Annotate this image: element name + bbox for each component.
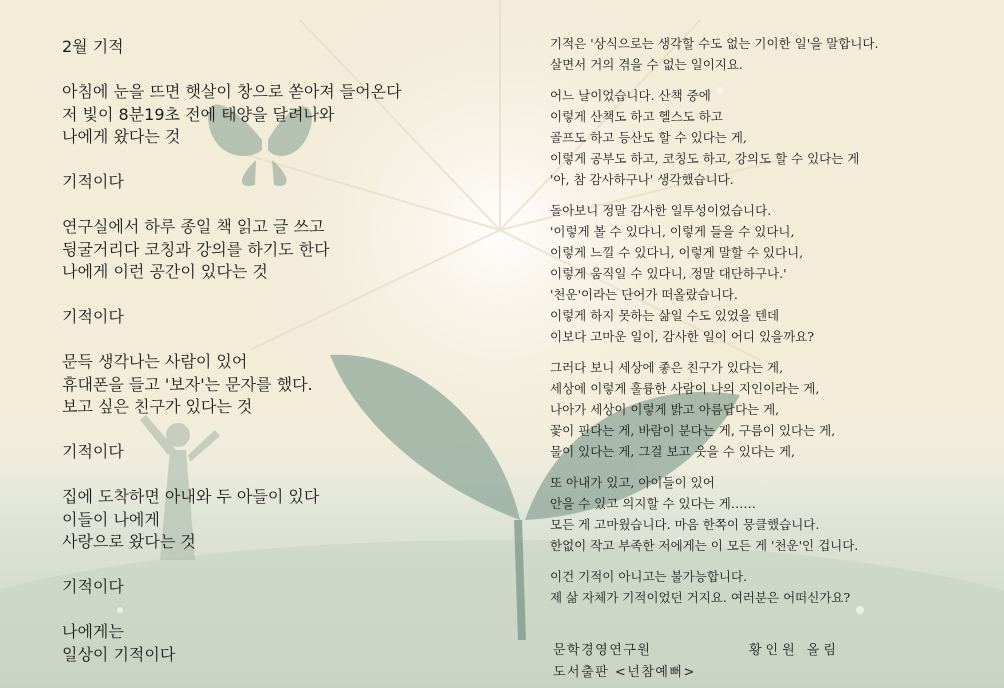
poem-stanza [62, 576, 482, 599]
prose-paragraph-line: '이렇게 볼 수 있다니, 이렇게 들을 수 있다니, [550, 223, 795, 239]
poem-stanza [62, 306, 482, 329]
prose-paragraph-line: 또 아내가 있고, 아이들이 있어 [550, 474, 715, 490]
prose-paragraph-line: 어느 날이었습니다. 산책 중에 [550, 87, 711, 103]
poem-stanza-line: 나에게 이런 공간이 있다는 것 [62, 262, 268, 281]
poem-stanza-line: 문득 생각나는 사람이 있어 [62, 352, 248, 371]
poem-stanza-line: 보고 싶은 친구가 있다는 것 [62, 397, 253, 416]
poem-stanza [62, 171, 482, 194]
prose-paragraph-line: 그러다 보니 세상에 좋은 친구가 있다는 게, [550, 359, 784, 375]
prose-paragraph [550, 566, 990, 608]
prose-paragraph-line: 제 삶 자체가 기적이었던 거지요. 여러분은 어떠신가요? [550, 589, 851, 605]
prose-paragraph-line: 살면서 거의 겪을 수 없는 일이지요. [550, 57, 743, 73]
prose-paragraph-line: 꽃이 핀다는 게, 바람이 분다는 게, 구름이 있다는 게, [550, 423, 836, 439]
poem-stanza-line: 아침에 눈을 뜨면 햇살이 창으로 쏟아져 들어온다 [62, 82, 402, 101]
prose-paragraph-line: 이렇게 하지 못하는 삶일 수도 있었을 텐데 [550, 308, 780, 324]
poem-stanza [62, 621, 482, 666]
signature-org: 문학경영연구원 [553, 643, 652, 658]
poem [62, 36, 482, 666]
prose-paragraph-line: 이렇게 움직일 수 있다니, 정말 대단하구나.' [550, 265, 787, 281]
prose-paragraph [550, 33, 990, 75]
prose-paragraph-line: 모든 게 고마웠습니다. 마음 한쪽이 뭉클했습니다. [550, 516, 820, 532]
prose-essay [550, 33, 990, 617]
signature-block [553, 640, 840, 684]
signature-publisher: 도서출판 <넌참예뻐> [553, 665, 696, 680]
prose-paragraph-line: 세상에 이렇게 훌륭한 사람이 나의 지인이라는 게, [550, 380, 820, 396]
poem-stanza [62, 441, 482, 464]
poem-stanza [62, 351, 482, 419]
prose-paragraph [550, 85, 990, 190]
poem-stanza-line: 기적이다 [62, 307, 124, 326]
prose-paragraph-line: 이렇게 공부도 하고, 코칭도 하고, 강의도 할 수 있다는 게 [550, 150, 860, 166]
prose-paragraph [550, 200, 990, 348]
prose-paragraph-line: 기적은 '상식으로는 생각할 수도 없는 기이한 일'을 말합니다. [550, 36, 879, 51]
prose-paragraph-line: 물이 있다는 게, 그걸 보고 웃을 수 있다는 게, [550, 444, 796, 460]
poem-stanza [62, 81, 482, 149]
prose-paragraph-line: '아, 참 감사하구나' 생각했습니다. [550, 172, 734, 188]
poem-stanza-line: 기적이다 [62, 577, 124, 596]
poem-stanza [62, 36, 482, 59]
poem-stanza-line: 연구실에서 하루 종일 책 읽고 글 쓰고 [62, 217, 325, 236]
prose-paragraph-line: 안을 수 있고 의지할 수 있다는 게…… [550, 495, 756, 511]
poem-stanza-line: 뒹굴거리다 코칭과 강의를 하기도 한다 [62, 239, 330, 259]
poem-stanza-line: 사랑으로 왔다는 것 [62, 532, 196, 551]
prose-paragraph-line: 이보다 고마운 일이, 감사한 일이 어디 있을까요? [550, 329, 814, 345]
poem-stanza [62, 216, 482, 284]
prose-paragraph [550, 472, 990, 556]
prose-paragraph-line: 한없이 작고 부족한 저에게는 이 모든 게 '천운'인 겁니다. [550, 538, 859, 554]
prose-paragraph-line: 돌아보니 정말 감사한 일투성이었습니다. [550, 202, 772, 218]
prose-paragraph-line: '천운'이라는 단어가 떠올랐습니다. [550, 287, 738, 303]
poem-stanza-line: 기적이다 [62, 442, 124, 461]
prose-paragraph-line: 이렇게 산책도 하고 헬스도 하고 [550, 108, 723, 124]
poem-stanza [62, 486, 482, 554]
prose-paragraph [550, 357, 990, 462]
poem-stanza-line: 집에 도착하면 아내와 두 아들이 있다 [62, 487, 320, 506]
poem-stanza-line: 일상이 기적이다 [62, 644, 176, 664]
poem-stanza-line: 2월 기적 [62, 37, 124, 56]
prose-paragraph-line: 이렇게 느낄 수 있다니, 이렇게 말할 수 있다니, [550, 244, 804, 260]
poem-stanza-line: 기적이다 [62, 172, 124, 191]
prose-paragraph-line: 이건 기적이 아니고는 불가능합니다. [550, 568, 748, 584]
signature-author: 황인원 올림 [749, 643, 840, 658]
poem-stanza-line: 저 빛이 8분19초 전에 태양을 달려나와 [62, 104, 335, 124]
poem-stanza-line: 이들이 나에게 [62, 509, 160, 529]
prose-paragraph-line: 나아가 세상이 이렇게 밝고 아름답다는 게, [550, 402, 780, 417]
poem-stanza-line: 나에게 왔다는 것 [62, 127, 181, 146]
poem-stanza-line: 휴대폰을 들고 '보자'는 문자를 했다. [62, 374, 313, 394]
poem-stanza-line: 나에게는 [62, 622, 124, 641]
prose-paragraph-line: 골프도 하고 등산도 할 수 있다는 게, [550, 129, 747, 145]
